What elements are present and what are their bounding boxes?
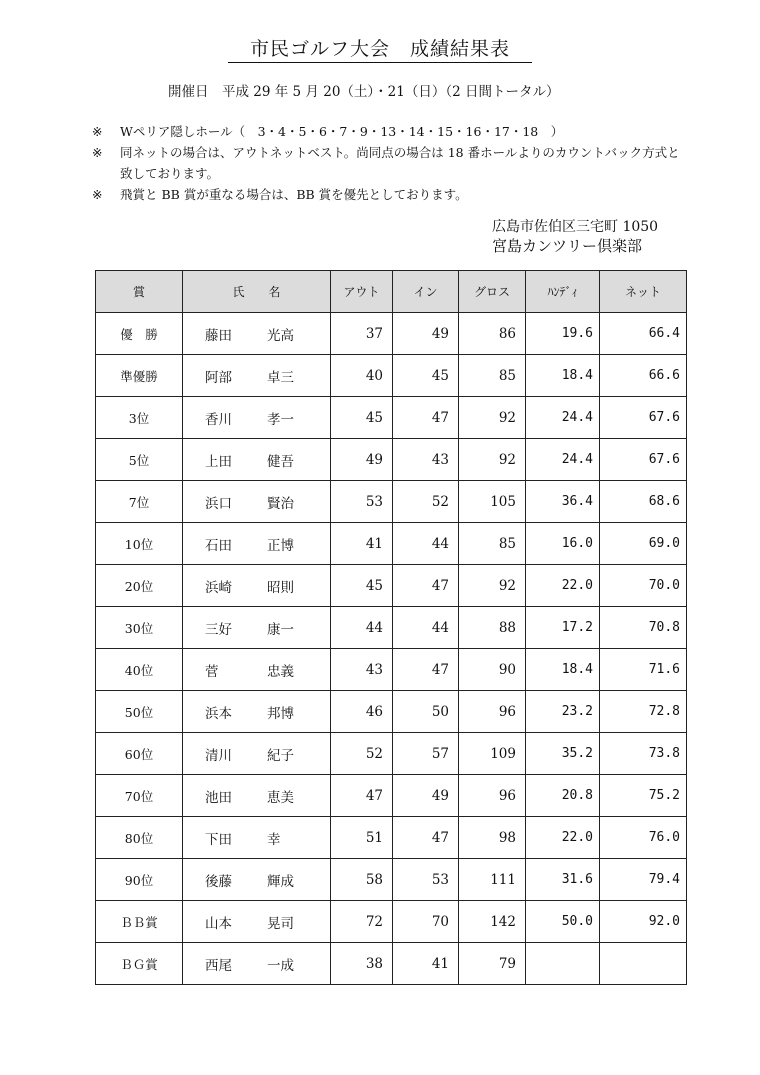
gross-score-cell: 85 — [459, 523, 526, 565]
handicap-cell: 22.0 — [526, 817, 600, 859]
prize-cell: 60位 — [96, 733, 183, 775]
player-name-cell — [183, 439, 331, 481]
results-body — [96, 313, 687, 985]
gross-score-cell: 79 — [459, 943, 526, 985]
out-score-cell: 47 — [331, 775, 393, 817]
out-score-cell: 37 — [331, 313, 393, 355]
prize-cell: 3位 — [96, 397, 183, 439]
player-name-cell — [183, 817, 331, 859]
net-score-cell: 76.0 — [600, 817, 687, 859]
player-name-cell — [183, 355, 331, 397]
prize-cell: 20位 — [96, 565, 183, 607]
prize-cell: 優 勝 — [96, 313, 183, 355]
player-name-cell — [183, 901, 331, 943]
player-name-cell — [183, 859, 331, 901]
out-score-cell: 46 — [331, 691, 393, 733]
player-given-name: 卓三 — [267, 369, 294, 386]
player-given-name: 忠義 — [267, 663, 294, 680]
header-prize: 賞 — [96, 271, 183, 313]
note-item — [92, 184, 692, 205]
player-surname: 三好 — [205, 621, 232, 638]
player-surname: 上田 — [205, 453, 232, 470]
out-score-cell: 45 — [331, 397, 393, 439]
player-name-cell — [183, 313, 331, 355]
out-score-cell: 40 — [331, 355, 393, 397]
out-score-cell: 72 — [331, 901, 393, 943]
player-name-cell — [183, 733, 331, 775]
table-row — [96, 313, 687, 355]
net-score-cell: 68.6 — [600, 481, 687, 523]
in-score-cell: 44 — [393, 607, 459, 649]
player-name-cell — [183, 649, 331, 691]
gross-score-cell: 96 — [459, 775, 526, 817]
handicap-cell: 18.4 — [526, 649, 600, 691]
in-score-cell: 50 — [393, 691, 459, 733]
handicap-cell: 50.0 — [526, 901, 600, 943]
in-score-cell: 52 — [393, 481, 459, 523]
net-score-cell: 67.6 — [600, 439, 687, 481]
gross-score-cell: 92 — [459, 439, 526, 481]
net-score-cell: 69.0 — [600, 523, 687, 565]
net-score-cell: 70.0 — [600, 565, 687, 607]
handicap-cell: 35.2 — [526, 733, 600, 775]
player-name-cell — [183, 775, 331, 817]
gross-score-cell: 111 — [459, 859, 526, 901]
organizer-address: 広島市佐伯区三宅町 1050 — [492, 219, 659, 235]
in-score-cell: 70 — [393, 901, 459, 943]
note-mark: ※ — [92, 187, 103, 202]
note-mark: ※ — [92, 145, 103, 160]
gross-score-cell: 142 — [459, 901, 526, 943]
out-score-cell: 41 — [331, 523, 393, 565]
player-surname: 浜崎 — [205, 579, 232, 596]
prize-cell: 70位 — [96, 775, 183, 817]
out-score-cell: 45 — [331, 565, 393, 607]
table-row — [96, 691, 687, 733]
player-given-name: 孝一 — [267, 411, 294, 428]
prize-cell: 50位 — [96, 691, 183, 733]
player-given-name: 昭則 — [267, 579, 294, 596]
prize-cell: 80位 — [96, 817, 183, 859]
in-score-cell: 47 — [393, 565, 459, 607]
handicap-cell: 23.2 — [526, 691, 600, 733]
player-given-name: 康一 — [267, 621, 294, 638]
in-score-cell: 47 — [393, 397, 459, 439]
in-score-cell: 41 — [393, 943, 459, 985]
prize-cell: 30位 — [96, 607, 183, 649]
player-given-name: 邦博 — [267, 705, 294, 722]
note-text: 飛賞と BB 賞が重なる場合は、BB 賞を優先としております。 — [120, 187, 468, 202]
player-surname: 藤田 — [205, 327, 232, 344]
in-score-cell: 49 — [393, 313, 459, 355]
player-surname: 菅 — [205, 663, 219, 680]
in-score-cell: 57 — [393, 733, 459, 775]
table-row — [96, 817, 687, 859]
player-given-name: 幸 — [267, 831, 281, 848]
prize-cell: 40位 — [96, 649, 183, 691]
handicap-cell: 24.4 — [526, 397, 600, 439]
player-name-cell — [183, 523, 331, 565]
handicap-cell: 22.0 — [526, 565, 600, 607]
handicap-cell — [526, 943, 600, 985]
player-surname: 後藤 — [205, 873, 232, 890]
player-surname: 山本 — [205, 915, 232, 932]
gross-score-cell: 105 — [459, 481, 526, 523]
out-score-cell: 51 — [331, 817, 393, 859]
handicap-cell: 17.2 — [526, 607, 600, 649]
gross-score-cell: 96 — [459, 691, 526, 733]
out-score-cell: 52 — [331, 733, 393, 775]
player-surname: 下田 — [205, 831, 232, 848]
player-given-name: 正博 — [267, 537, 294, 554]
out-score-cell: 58 — [331, 859, 393, 901]
player-surname: 浜本 — [205, 705, 232, 722]
in-score-cell: 45 — [393, 355, 459, 397]
player-name-cell — [183, 397, 331, 439]
note-item — [92, 142, 692, 184]
table-row — [96, 481, 687, 523]
player-name-cell — [183, 481, 331, 523]
header-handicap: ﾊﾝﾃﾞｨ — [526, 271, 600, 313]
out-score-cell: 53 — [331, 481, 393, 523]
prize-cell: 準優勝 — [96, 355, 183, 397]
out-score-cell: 49 — [331, 439, 393, 481]
table-row — [96, 649, 687, 691]
table-row — [96, 523, 687, 565]
handicap-cell: 24.4 — [526, 439, 600, 481]
out-score-cell: 38 — [331, 943, 393, 985]
organizer-block — [492, 218, 658, 256]
player-surname: 池田 — [205, 789, 232, 806]
prize-cell: 10位 — [96, 523, 183, 565]
table-row — [96, 943, 687, 985]
player-surname: 石田 — [205, 537, 232, 554]
prize-cell: ＢＧ賞 — [96, 943, 183, 985]
note-text: 同ネットの場合は、アウトネットベスト。尚同点の場合は 18 番ホールよりのカウントバック方式と致しております。 — [120, 145, 680, 181]
header-net: ネット — [600, 271, 687, 313]
prize-cell: 7位 — [96, 481, 183, 523]
table-row — [96, 565, 687, 607]
notes-block — [92, 121, 692, 205]
in-score-cell: 49 — [393, 775, 459, 817]
gross-score-cell: 90 — [459, 649, 526, 691]
prize-cell: 90位 — [96, 859, 183, 901]
note-item — [92, 121, 692, 142]
table-row — [96, 439, 687, 481]
handicap-cell: 31.6 — [526, 859, 600, 901]
out-score-cell: 44 — [331, 607, 393, 649]
gross-score-cell: 86 — [459, 313, 526, 355]
prize-cell: ＢＢ賞 — [96, 901, 183, 943]
gross-score-cell: 98 — [459, 817, 526, 859]
gross-score-cell: 88 — [459, 607, 526, 649]
organizer-name: 宮島カンツリー倶楽部 — [492, 237, 643, 255]
net-score-cell: 79.4 — [600, 859, 687, 901]
net-score-cell: 67.6 — [600, 397, 687, 439]
gross-score-cell: 92 — [459, 397, 526, 439]
player-surname: 香川 — [205, 411, 232, 428]
note-text: Wペリア隠しホール（ 3・4・5・6・7・9・13・14・15・16・17・18 ） — [120, 124, 564, 139]
in-score-cell: 44 — [393, 523, 459, 565]
handicap-cell: 16.0 — [526, 523, 600, 565]
player-given-name: 光高 — [267, 327, 294, 344]
net-score-cell: 66.6 — [600, 355, 687, 397]
player-name-cell — [183, 691, 331, 733]
net-score-cell — [600, 943, 687, 985]
player-surname: 西尾 — [205, 957, 232, 974]
results-table — [95, 270, 687, 985]
player-given-name: 一成 — [267, 957, 294, 974]
table-row — [96, 859, 687, 901]
handicap-cell: 20.8 — [526, 775, 600, 817]
player-surname: 清川 — [205, 747, 232, 764]
prize-cell: 5位 — [96, 439, 183, 481]
table-row — [96, 733, 687, 775]
document-title: 市民ゴルフ大会 成績結果表 — [0, 34, 760, 63]
player-surname: 浜口 — [205, 495, 232, 512]
player-surname: 阿部 — [205, 369, 232, 386]
out-score-cell: 43 — [331, 649, 393, 691]
event-date: 開催日 平成 29 年 5 月 20（土）・21（日）（2 日間トータル） — [168, 84, 560, 100]
in-score-cell: 53 — [393, 859, 459, 901]
table-row — [96, 397, 687, 439]
net-score-cell: 70.8 — [600, 607, 687, 649]
net-score-cell: 72.8 — [600, 691, 687, 733]
gross-score-cell: 109 — [459, 733, 526, 775]
header-out: アウト — [331, 271, 393, 313]
player-name-cell — [183, 565, 331, 607]
player-name-cell — [183, 943, 331, 985]
handicap-cell: 18.4 — [526, 355, 600, 397]
in-score-cell: 47 — [393, 817, 459, 859]
net-score-cell: 71.6 — [600, 649, 687, 691]
table-row — [96, 355, 687, 397]
table-row — [96, 901, 687, 943]
gross-score-cell: 92 — [459, 565, 526, 607]
player-given-name: 健吾 — [267, 453, 294, 470]
player-given-name: 輝成 — [267, 873, 294, 890]
net-score-cell: 75.2 — [600, 775, 687, 817]
gross-score-cell: 85 — [459, 355, 526, 397]
table-row — [96, 607, 687, 649]
note-mark: ※ — [92, 124, 103, 139]
header-in: イン — [393, 271, 459, 313]
net-score-cell: 66.4 — [600, 313, 687, 355]
header-name: 氏 名 — [183, 271, 331, 313]
player-given-name: 晃司 — [267, 915, 294, 932]
net-score-cell: 73.8 — [600, 733, 687, 775]
table-header-row — [96, 271, 687, 313]
player-given-name: 賢治 — [267, 495, 294, 512]
player-given-name: 恵美 — [267, 789, 294, 806]
net-score-cell: 92.0 — [600, 901, 687, 943]
in-score-cell: 43 — [393, 439, 459, 481]
in-score-cell: 47 — [393, 649, 459, 691]
handicap-cell: 19.6 — [526, 313, 600, 355]
table-row — [96, 775, 687, 817]
player-given-name: 紀子 — [267, 747, 294, 764]
player-name-cell — [183, 607, 331, 649]
handicap-cell: 36.4 — [526, 481, 600, 523]
header-gross: グロス — [459, 271, 526, 313]
